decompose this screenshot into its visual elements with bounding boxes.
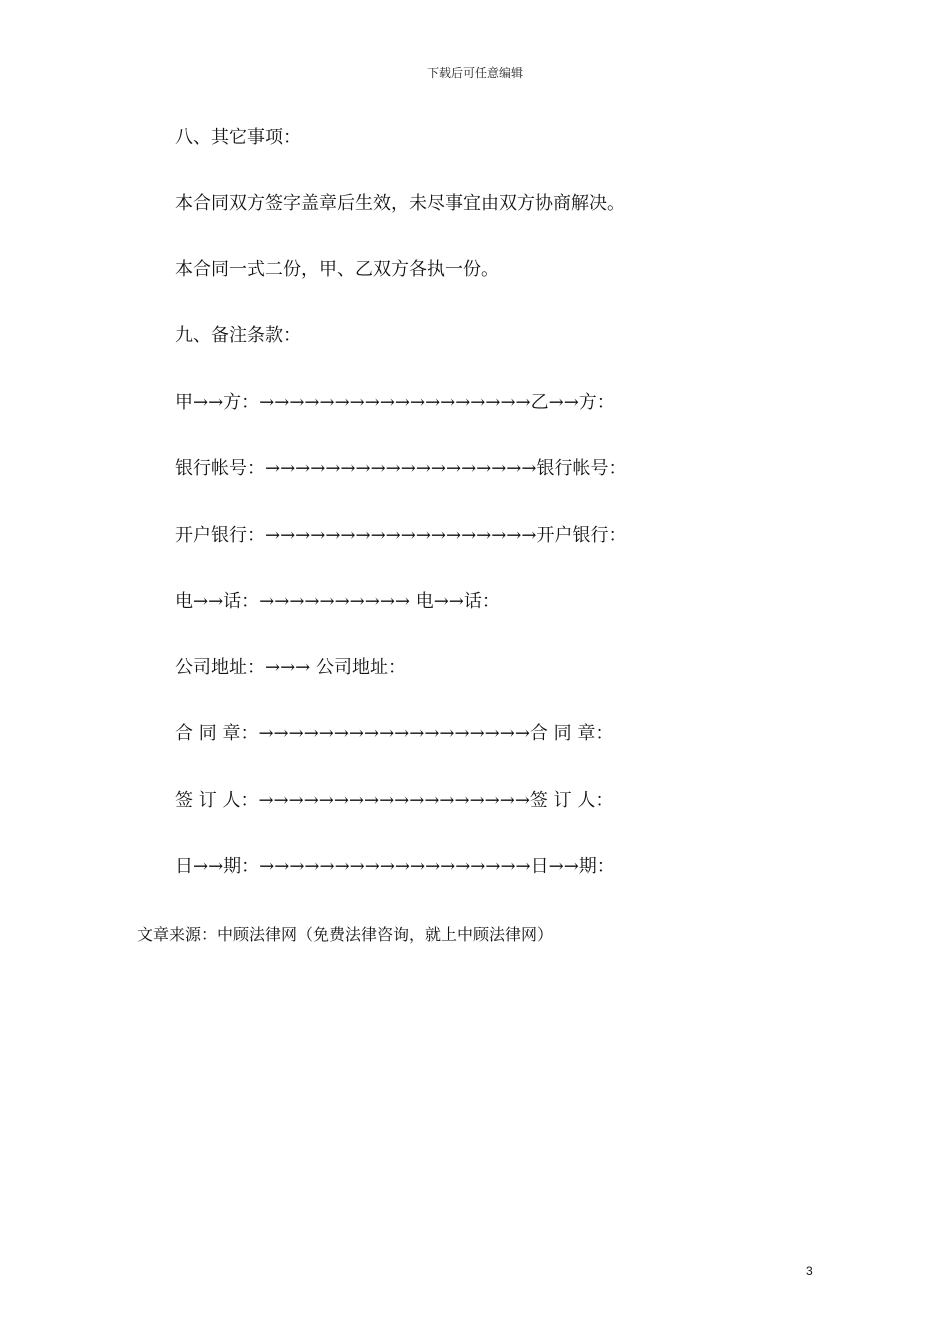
page-header: 下载后可任意编辑	[426, 66, 523, 80]
signature-line-phone: 电→→话：→→→→→→→→→→ 电→→话：	[175, 591, 500, 612]
section-8-paragraph-2: 本合同一式二份，甲、乙双方各执一份。	[175, 259, 499, 280]
page-number: 3	[806, 1264, 813, 1278]
signature-line-bank: 开户银行：→→→→→→→→→→→→→→→→→→开户银行：	[175, 525, 627, 546]
signature-line-address: 公司地址：→→→ 公司地址：	[175, 657, 406, 678]
section-8-paragraph-1: 本合同双方签字盖章后生效，未尽事宜由双方协商解决。	[175, 193, 625, 214]
section-8-title: 八、其它事项：	[175, 127, 301, 148]
signature-line-signer: 签 订 人：→→→→→→→→→→→→→→→→→→签 订 人：	[175, 790, 614, 811]
signature-line-seal: 合 同 章：→→→→→→→→→→→→→→→→→→合 同 章：	[175, 723, 614, 744]
section-9-title: 九、备注条款：	[175, 325, 301, 346]
signature-line-party: 甲→→方：→→→→→→→→→→→→→→→→→→乙→→方：	[175, 392, 615, 413]
signature-line-date: 日→→期：→→→→→→→→→→→→→→→→→→日→→期：	[175, 856, 615, 877]
article-source: 文章来源：中顾法律网（免费法律咨询，就上中顾法律网）	[137, 925, 554, 944]
signature-line-bank-account: 银行帐号：→→→→→→→→→→→→→→→→→→银行帐号：	[175, 458, 627, 479]
